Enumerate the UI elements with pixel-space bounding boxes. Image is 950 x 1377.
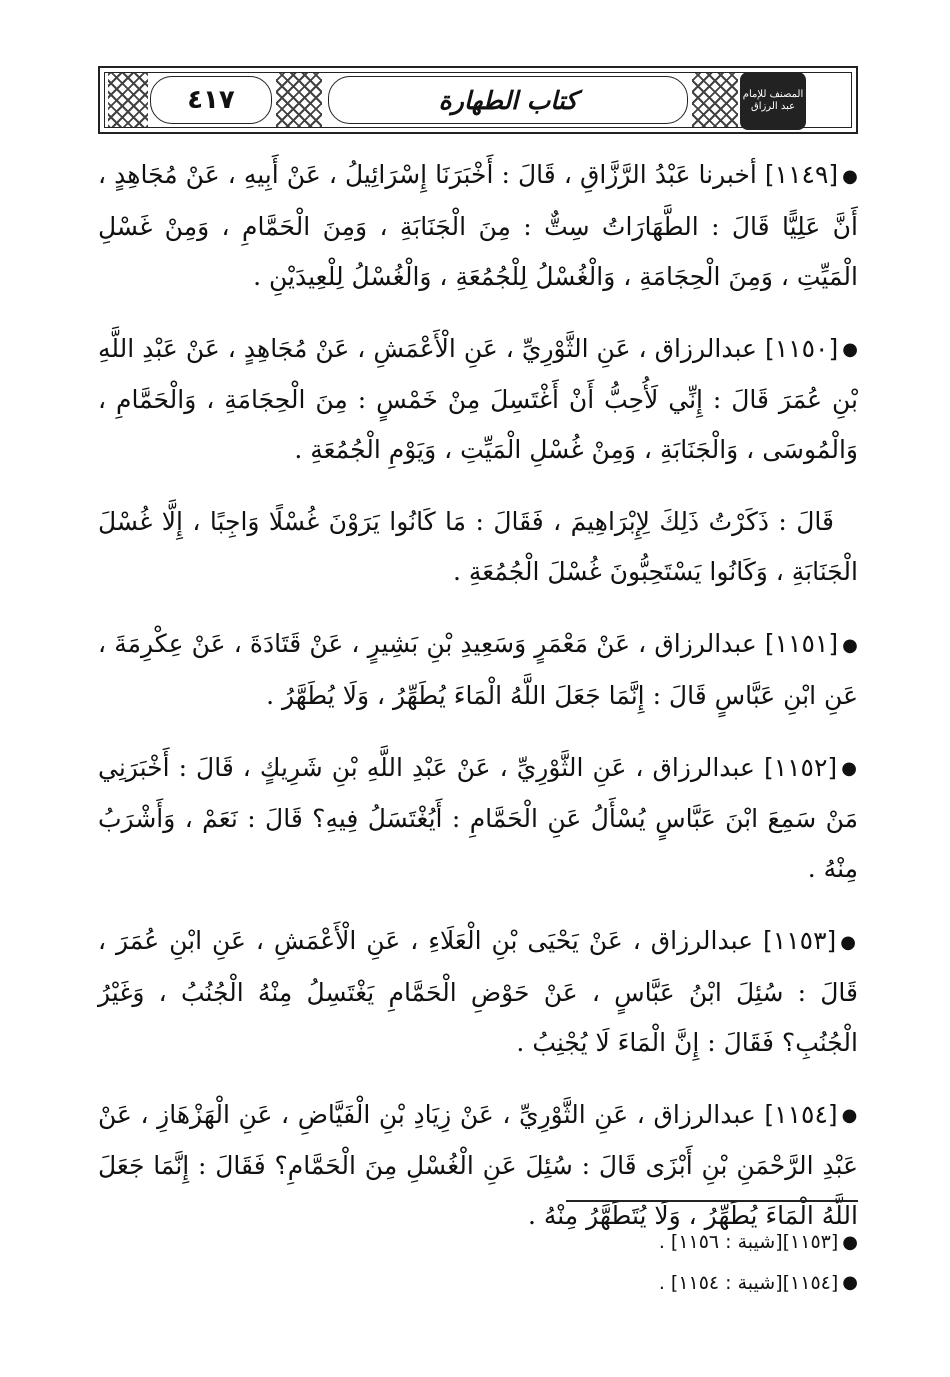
entry-text: عبدالرزاق ، عَنِ الثَّوْرِيِّ ، عَنْ عَبْدِ اللَّهِ بْنِ شَرِيكٍ ، قَالَ : أَخْبَرَنِي مَنْ سَمِعَ ابْنَ عَبَّاسٍ يُسْأَلُ عَنِ الْحَمَّامِ : أَيُغْتَسَلُ فِيهِ؟ قَالَ : نَعَمْ ، وَأَشْرَبُ مِنْهُ . xyxy=(98,752,858,883)
bullet-icon: ● xyxy=(842,165,858,187)
bullet-icon: ● xyxy=(840,931,858,953)
entry-text: أخبرنا عَبْدُ الرَّزَّاقِ ، قَالَ : أَخْبَرَنَا إِسْرَائِيلُ ، عَنْ أَبِيهِ ، عَنْ مُجَاهِدٍ ، أَنَّ عَلِيًّا قَالَ : الطَّهَارَاتُ سِتٌّ : مِنَ الْجَنَابَةِ ، وَمِنَ الْحَمَّامِ ، وَمِنْ غَسْلِ الْمَيِّتِ ، وَمِنَ الْحِجَامَةِ ، وَالْغُسْلُ لِلْجُمُعَةِ ، وَالْغُسْلُ لِلْعِيدَيْنِ . xyxy=(98,160,858,291)
entry-number: [١١٥٤] xyxy=(764,1099,838,1129)
hadith-entry-1150 xyxy=(98,324,858,476)
hadith-entry-1154 xyxy=(98,1090,858,1242)
footnote-1153 xyxy=(560,1222,858,1263)
bullet-icon: ● xyxy=(841,1105,858,1126)
chapter-title-frame xyxy=(328,76,688,124)
bullet-icon: ● xyxy=(841,758,858,779)
bullet-icon: ● xyxy=(842,339,858,360)
footnote-1154 xyxy=(560,1263,858,1304)
ornament-left-inner xyxy=(276,73,322,127)
page-number: ٤١٧ xyxy=(187,85,235,115)
hadith-entry-1153 xyxy=(98,916,858,1068)
book-seal-logo xyxy=(740,72,806,130)
ornament-right-inner xyxy=(692,73,738,127)
entry-text: عبدالرزاق ، عَنْ مَعْمَرٍ وَسَعِيدِ بْنِ بَشِيرٍ ، عَنْ قَتَادَةَ ، عَنْ عِكْرِمَةَ ، عَنِ ابْنِ عَبَّاسٍ قَالَ : إِنَّمَا جَعَلَ اللَّهُ الْمَاءَ يُطَهِّرُ ، وَلَا يُطَهَّرُ . xyxy=(98,629,858,710)
page-number-frame xyxy=(150,76,272,124)
footnote-text: [١١٥٣][شيبة : ١١٥٦] . xyxy=(658,1231,839,1253)
hadith-entry-1152 xyxy=(98,743,858,895)
bullet-icon: ● xyxy=(842,1272,858,1293)
entry-number: [١١٥٢] xyxy=(763,752,838,782)
ornament-left xyxy=(108,73,148,127)
bullet-icon: ● xyxy=(842,634,858,656)
entry-number: [١١٥٠] xyxy=(764,333,839,363)
hadith-entry-1150-addendum: قَالَ : ذَكَرْتُ ذَلِكَ لِإِبْرَاهِيمَ ، فَقَالَ : مَا كَانُوا يَرَوْنَ غُسْلًا وَاجِبًا ، إِلَّا غُسْلَ الْجَنَابَةِ ، وَكَانُوا يَسْتَحِبُّونَ غُسْلَ الْجُمُعَةِ . xyxy=(98,507,858,586)
footnote-text: [١١٥٤][شيبة : ١١٥٤] . xyxy=(658,1271,839,1294)
entry-number: [١١٤٩] xyxy=(764,160,839,189)
entry-number: [١١٥١] xyxy=(764,629,839,658)
page-body xyxy=(98,150,858,1263)
entry-text: عبدالرزاق ، عَنِ الثَّوْرِيِّ ، عَنِ الْأَعْمَشِ ، عَنْ مُجَاهِدٍ ، عَنْ عَبْدِ اللَّهِ بْنِ عُمَرَ قَالَ : إِنِّي لَأُحِبُّ أَنْ أَغْتَسِلَ مِنْ خَمْسٍ : مِنَ الْحِجَامَةِ ، وَالْحَمَّامِ ، وَالْمُوسَى ، وَالْجَنَابَةِ ، وَمِنْ غُسْلِ الْمَيِّتِ ، وَيَوْمِ الْجُمُعَةِ . xyxy=(98,333,858,464)
footnotes xyxy=(560,1222,858,1303)
bullet-icon: ● xyxy=(842,1231,858,1253)
seal-text: المصنف للإمام عبد الرزاق xyxy=(742,89,804,112)
entry-text: عبدالرزاق ، عَنْ يَحْيَى بْنِ الْعَلَاءِ ، عَنِ الْأَعْمَشِ ، عَنِ ابْنِ عُمَرَ ، قَالَ : سُئِلَ ابْنُ عَبَّاسٍ ، عَنْ حَوْضِ الْحَمَّامِ يَغْتَسِلُ مِنْهُ الْجُنُبُ ، وَغَيْرُ الْجُنُبِ؟ فَقَالَ : إِنَّ الْمَاءَ لَا يُجْنِبُ . xyxy=(98,926,858,1057)
entry-number: [١١٥٣] xyxy=(763,926,837,955)
footnote-divider xyxy=(566,1200,858,1202)
page-header xyxy=(98,66,858,134)
hadith-entry-1151 xyxy=(98,619,858,721)
hadith-entry-1149 xyxy=(98,150,858,302)
entry-text: عبدالرزاق ، عَنِ الثَّوْرِيِّ ، عَنْ زِيَادِ بْنِ الْفَيَّاضِ ، عَنِ الْهَزْهَازِ ، عَنْ عَبْدِ الرَّحْمَنِ بْنِ أَبْزَى قَالَ : سُئِلَ عَنِ الْغُسْلِ مِنَ الْحَمَّامِ؟ فَقَالَ : إِنَّمَا جَعَلَ اللَّهُ الْمَاءَ يُطَهِّرُ ، وَلَا يُتَطَهَّرُ مِنْهُ . xyxy=(98,1099,858,1230)
chapter-title: كتاب الطهارة xyxy=(438,85,578,115)
